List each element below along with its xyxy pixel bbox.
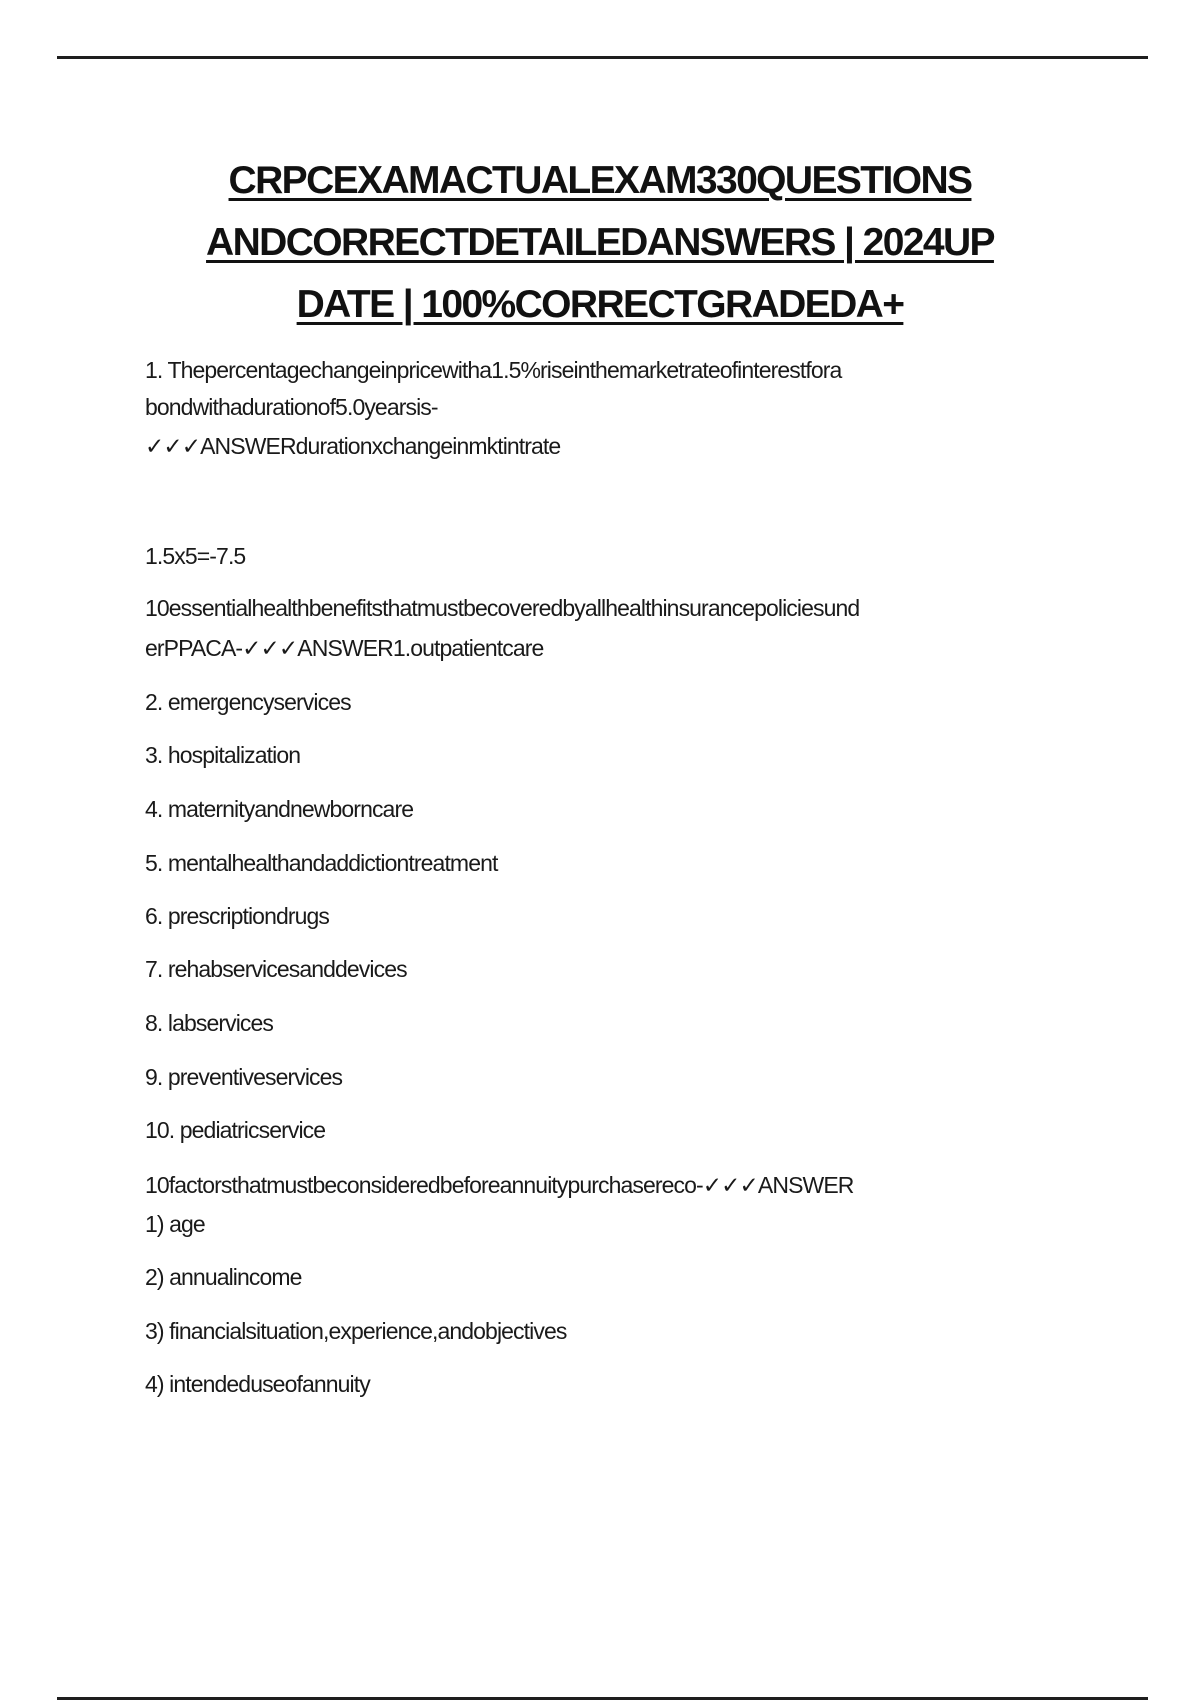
list-item: 3. hospitalization xyxy=(145,742,301,768)
list-item: 3) financialsituation,experience,andobjectives xyxy=(145,1318,567,1344)
list-item: 5. mentalhealthandaddictiontreatment xyxy=(145,850,498,876)
list-item: 4. maternityandnewborncare xyxy=(145,796,414,822)
question-1-line-1: 1. Thepercentagechangeinpricewitha1.5%riseinthemarketrateofinterestfora xyxy=(145,357,842,383)
list-item: 9. preventiveservices xyxy=(145,1064,343,1090)
question-1-answer: ✓✓✓ANSWERdurationxchangeinmktintrate xyxy=(145,433,561,459)
list-item: 8. labservices xyxy=(145,1010,274,1036)
question-3-line-1: 10factorsthatmustbeconsideredbeforeannuitypurchasereco-✓✓✓ANSWER xyxy=(145,1172,854,1198)
list-item: 7. rehabservicesanddevices xyxy=(145,956,407,982)
header-rule xyxy=(57,56,1148,59)
list-item: 6. prescriptiondrugs xyxy=(145,903,329,929)
list-item: 2) annualincome xyxy=(145,1264,302,1290)
list-item: 10. pediatricservice xyxy=(145,1117,326,1143)
document-title xyxy=(150,150,1050,336)
title-line-1: CRPCEXAMACTUALEXAM330QUESTIONS xyxy=(228,159,972,202)
title-line-3: DATE | 100%CORRECTGRADEDA+ xyxy=(296,283,904,326)
list-item: 2. emergencyservices xyxy=(145,689,351,715)
question-1-calculation: 1.5x5=-7.5 xyxy=(145,543,246,569)
title-line-2: ANDCORRECTDETAILEDANSWERS | 2024UP xyxy=(206,221,994,264)
list-item: 4) intendeduseofannuity xyxy=(145,1371,370,1397)
question-1-line-2: bondwithadurationof5.0yearsis- xyxy=(145,394,438,420)
question-2-line-2: erPPACA-✓✓✓ANSWER1.outpatientcare xyxy=(145,635,544,661)
question-2-line-1: 10essentialhealthbenefitsthatmustbecoveredbyallhealthinsurancepoliciesund xyxy=(145,595,860,621)
list-item: 1) age xyxy=(145,1211,205,1237)
